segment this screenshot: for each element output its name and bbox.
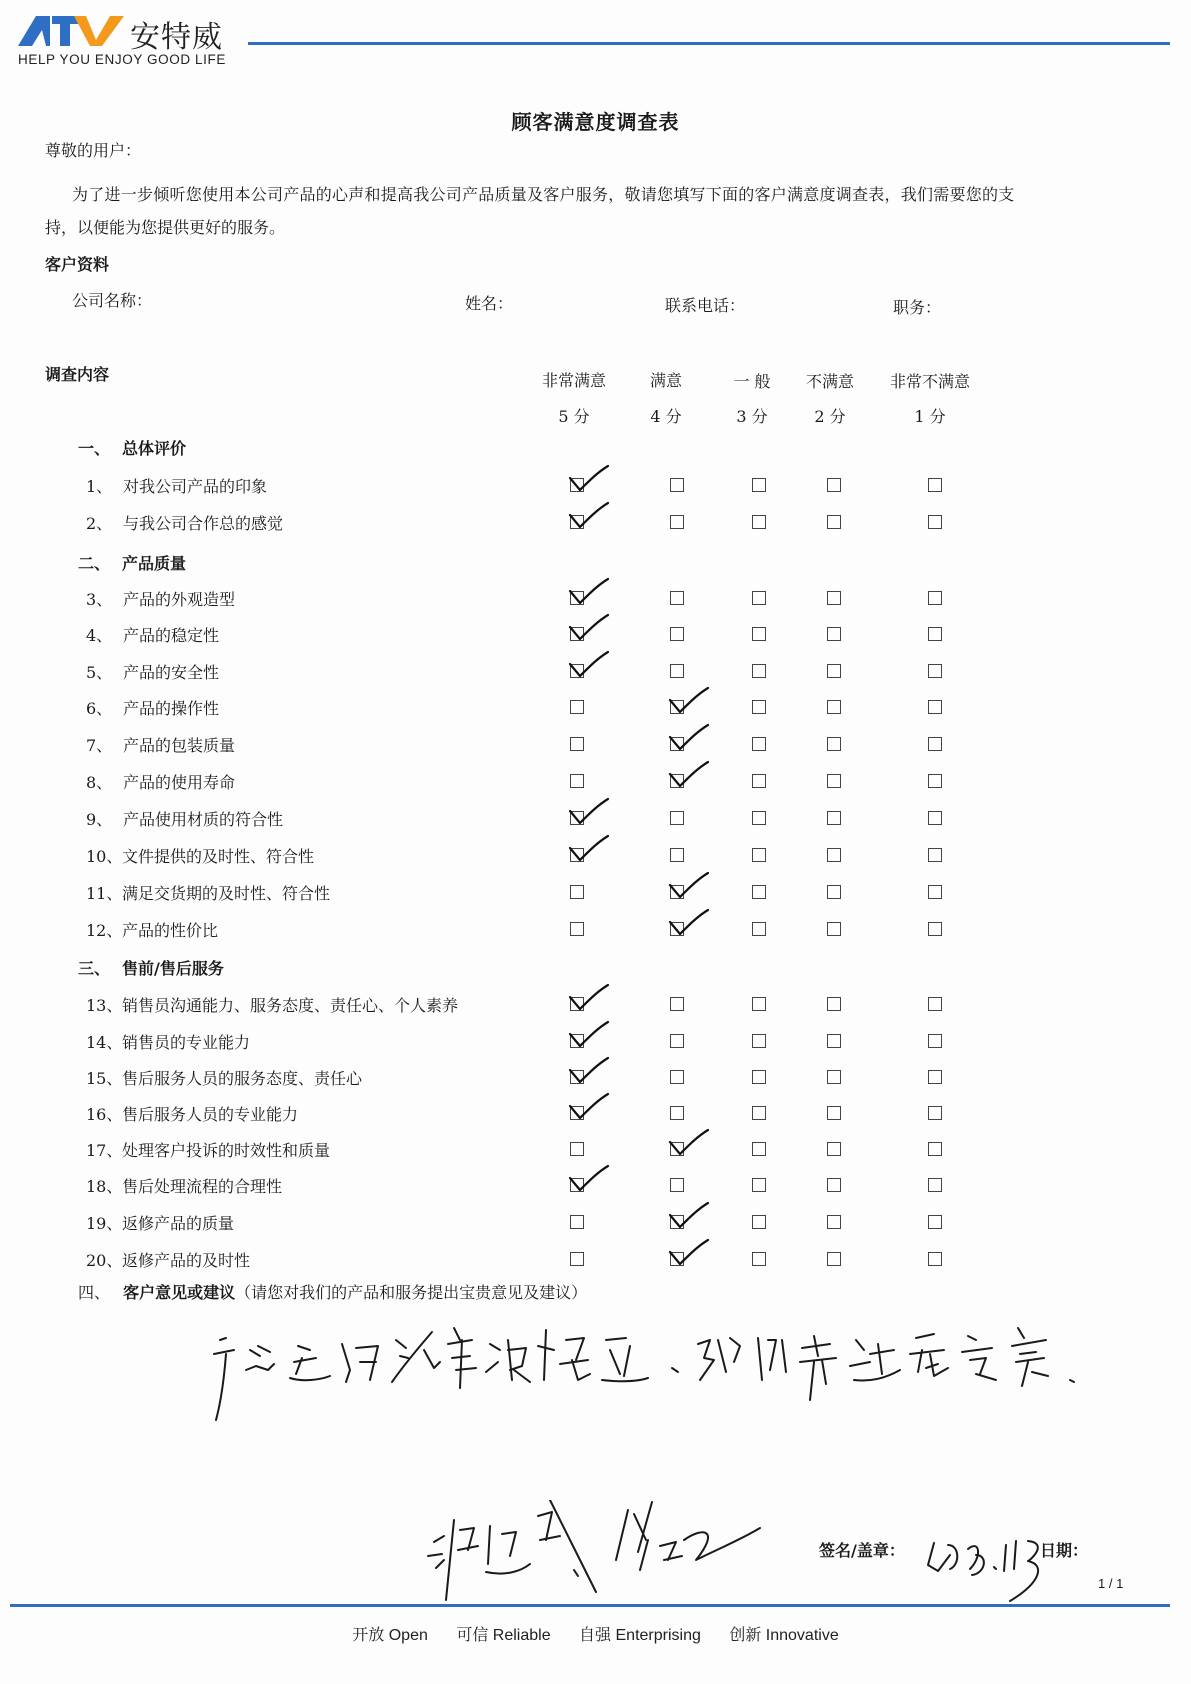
- item-number: 1、: [86, 477, 113, 496]
- rating-checkbox-5[interactable]: [570, 478, 584, 492]
- suggestions-heading: [78, 1280, 587, 1303]
- rating-checkbox-1[interactable]: [928, 700, 942, 714]
- handwritten-date: [920, 1525, 1060, 1605]
- rating-checkbox-2[interactable]: [827, 1215, 841, 1229]
- rating-checkbox-5[interactable]: [570, 848, 584, 862]
- signature-area[interactable]: [420, 1500, 800, 1610]
- company-values: [0, 1622, 1191, 1645]
- survey-heading: 调查内容: [45, 365, 110, 384]
- greeting: 尊敬的用户：: [45, 141, 142, 160]
- rating-checkbox-4[interactable]: [670, 922, 684, 936]
- rating-checkbox-4[interactable]: [670, 885, 684, 899]
- rating-checkbox-4[interactable]: [670, 627, 684, 641]
- section-title: 总体评价: [122, 439, 187, 458]
- item-question: 销售员的专业能力: [122, 1033, 251, 1052]
- item-question: 产品的性价比: [122, 921, 219, 940]
- rating-checkbox-2[interactable]: [827, 700, 841, 714]
- rating-checkbox-5[interactable]: [570, 1215, 584, 1229]
- item-number: 17、: [86, 1141, 123, 1160]
- rating-checkbox-3[interactable]: [752, 591, 766, 605]
- rating-checkbox-5[interactable]: [570, 627, 584, 641]
- rating-column-score: 4 分: [650, 407, 682, 426]
- item-question: 与我公司合作总的感觉: [123, 514, 284, 533]
- rating-checkbox-4[interactable]: [670, 1142, 684, 1156]
- position-label: 职务：: [893, 298, 942, 317]
- item-number: 16、: [86, 1105, 123, 1124]
- item-question: 产品的使用寿命: [123, 773, 236, 792]
- rating-checkbox-1[interactable]: [928, 1106, 942, 1120]
- rating-checkbox-2[interactable]: [827, 1252, 841, 1266]
- rating-checkbox-4[interactable]: [670, 774, 684, 788]
- item-number: 12、: [86, 921, 123, 940]
- rating-checkbox-2[interactable]: [827, 478, 841, 492]
- rating-checkbox-1[interactable]: [928, 1215, 942, 1229]
- date-label: 日期：: [1040, 1541, 1089, 1560]
- item-number: 11、: [86, 884, 123, 903]
- section-number: 二、: [78, 554, 111, 573]
- rating-checkbox-5[interactable]: [570, 811, 584, 825]
- rating-checkbox-1[interactable]: [928, 885, 942, 899]
- suggestions-hint: （请您对我们的产品和服务提出宝贵意见及建议）: [235, 1283, 588, 1302]
- name-field[interactable]: [465, 291, 513, 314]
- rating-checkbox-3[interactable]: [752, 700, 766, 714]
- rating-checkbox-2[interactable]: [827, 774, 841, 788]
- rating-checkbox-4[interactable]: [670, 1215, 684, 1229]
- value-open: 开放 Open: [352, 1627, 428, 1644]
- rating-checkbox-3[interactable]: [752, 627, 766, 641]
- rating-checkbox-1[interactable]: [928, 515, 942, 529]
- rating-column-score: 1 分: [914, 407, 946, 426]
- rating-checkbox-4[interactable]: [670, 997, 684, 1011]
- item-number: 9、: [86, 810, 113, 829]
- item-question: 产品的外观造型: [123, 590, 236, 609]
- rating-checkbox-5[interactable]: [570, 1178, 584, 1192]
- intro-text-line-1: 为了进一步倾听您使用本公司产品的心声和提高我公司产品质量及客户服务，敬请您填写下面的客户满意度调查表，我们需要您的支: [72, 185, 1015, 204]
- rating-checkbox-5[interactable]: [570, 774, 584, 788]
- rating-checkbox-1[interactable]: [928, 478, 942, 492]
- rating-checkbox-2[interactable]: [827, 664, 841, 678]
- customer-info-heading: 客户资料: [45, 255, 110, 274]
- suggestions-title: 客户意见或建议: [123, 1283, 236, 1302]
- rating-column-label: 非常不满意: [889, 372, 970, 391]
- item-question: 产品的稳定性: [123, 626, 220, 645]
- rating-checkbox-2[interactable]: [827, 922, 841, 936]
- rating-checkbox-2[interactable]: [827, 591, 841, 605]
- item-question: 对我公司产品的印象: [123, 477, 268, 496]
- rating-checkbox-4[interactable]: [670, 1106, 684, 1120]
- rating-checkbox-4[interactable]: [670, 515, 684, 529]
- rating-checkbox-3[interactable]: [752, 1142, 766, 1156]
- rating-column-label: 非常满意: [541, 371, 606, 390]
- rating-checkbox-1[interactable]: [928, 848, 942, 862]
- position-field[interactable]: [893, 295, 941, 318]
- rating-column-label: 不满意: [805, 372, 854, 391]
- rating-checkbox-4[interactable]: [670, 700, 684, 714]
- item-question: 返修产品的质量: [122, 1214, 235, 1233]
- item-number: 15、: [86, 1069, 123, 1088]
- rating-checkbox-3[interactable]: [752, 885, 766, 899]
- rating-checkbox-5[interactable]: [570, 1070, 584, 1084]
- rating-checkbox-5[interactable]: [570, 922, 584, 936]
- rating-column-label: 满意: [649, 371, 682, 390]
- item-number: 8、: [86, 773, 113, 792]
- item-question: 售后服务人员的服务态度、责任心: [122, 1069, 363, 1088]
- rating-checkbox-4[interactable]: [670, 848, 684, 862]
- item-number: 19、: [86, 1214, 123, 1233]
- rating-checkbox-4[interactable]: [670, 811, 684, 825]
- item-number: 20、: [86, 1251, 123, 1270]
- rating-checkbox-2[interactable]: [827, 627, 841, 641]
- rating-checkbox-5[interactable]: [570, 997, 584, 1011]
- section-heading: [78, 436, 186, 459]
- rating-checkbox-2[interactable]: [827, 1142, 841, 1156]
- page-number: 1 / 1: [1098, 1576, 1124, 1591]
- rating-checkbox-3[interactable]: [752, 774, 766, 788]
- rating-checkbox-3[interactable]: [752, 1252, 766, 1266]
- rating-checkbox-4[interactable]: [670, 1034, 684, 1048]
- rating-checkbox-3[interactable]: [752, 1178, 766, 1192]
- name-label: 姓名：: [465, 294, 514, 313]
- rating-checkbox-2[interactable]: [827, 848, 841, 862]
- item-question: 产品使用材质的符合性: [123, 810, 284, 829]
- value-innovative: 创新 Innovative: [729, 1627, 839, 1644]
- rating-checkbox-4[interactable]: [670, 1252, 684, 1266]
- rating-checkbox-3[interactable]: [752, 737, 766, 751]
- rating-column-score: 2 分: [814, 407, 846, 426]
- item-question: 销售员沟通能力、服务态度、责任心、个人素养: [122, 996, 459, 1015]
- item-question: 售后服务人员的专业能力: [122, 1105, 299, 1124]
- brand-tagline: HELP YOU ENJOY GOOD LIFE: [18, 52, 226, 67]
- rating-checkbox-5[interactable]: [570, 515, 584, 529]
- signature-label: 签名/盖章：: [819, 1541, 905, 1560]
- item-question: 返修产品的及时性: [122, 1251, 251, 1270]
- item-number: 7、: [86, 736, 113, 755]
- rating-checkbox-3[interactable]: [752, 664, 766, 678]
- rating-checkbox-5[interactable]: [570, 885, 584, 899]
- rating-checkbox-5[interactable]: [570, 664, 584, 678]
- rating-checkbox-2[interactable]: [827, 1178, 841, 1192]
- item-question: 处理客户投诉的时效性和质量: [122, 1141, 331, 1160]
- rating-checkbox-5[interactable]: [570, 1034, 584, 1048]
- date-field[interactable]: [920, 1525, 1060, 1605]
- rating-checkbox-3[interactable]: [752, 1215, 766, 1229]
- rating-checkbox-1[interactable]: [928, 922, 942, 936]
- rating-checkbox-1[interactable]: [928, 811, 942, 825]
- rating-checkbox-2[interactable]: [827, 811, 841, 825]
- section-title: 售前/售后服务: [122, 959, 224, 978]
- rating-checkbox-2[interactable]: [827, 1034, 841, 1048]
- item-question: 产品的安全性: [123, 663, 220, 682]
- rating-checkbox-1[interactable]: [928, 774, 942, 788]
- rating-checkbox-4[interactable]: [670, 664, 684, 678]
- rating-checkbox-2[interactable]: [827, 1106, 841, 1120]
- section-title: 产品质量: [122, 554, 187, 573]
- handwritten-signature: [420, 1500, 800, 1610]
- rating-checkbox-5[interactable]: [570, 700, 584, 714]
- rating-checkbox-4[interactable]: [670, 1070, 684, 1084]
- item-number: 18、: [86, 1177, 123, 1196]
- item-question: 文件提供的及时性、符合性: [122, 847, 315, 866]
- item-question: 售后处理流程的合理性: [122, 1177, 283, 1196]
- suggestions-input[interactable]: [210, 1310, 1140, 1430]
- rating-checkbox-1[interactable]: [928, 591, 942, 605]
- item-number: 5、: [86, 663, 113, 682]
- section-number: 三、: [78, 959, 111, 978]
- rating-checkbox-4[interactable]: [670, 1178, 684, 1192]
- handwritten-suggestion: [210, 1310, 1140, 1430]
- rating-column-label: 一 般: [733, 372, 771, 391]
- rating-column-score: 5 分: [558, 407, 590, 426]
- rating-checkbox-2[interactable]: [827, 997, 841, 1011]
- company-logo: [18, 14, 248, 70]
- rating-checkbox-4[interactable]: [670, 737, 684, 751]
- value-enterprising: 自强 Enterprising: [579, 1627, 701, 1644]
- item-number: 6、: [86, 699, 113, 718]
- rating-checkbox-3[interactable]: [752, 478, 766, 492]
- company-name-field[interactable]: [72, 288, 152, 311]
- rating-column-score: 3 分: [736, 407, 768, 426]
- rating-checkbox-1[interactable]: [928, 627, 942, 641]
- item-number: 10、: [86, 847, 123, 866]
- rating-checkbox-1[interactable]: [928, 1178, 942, 1192]
- rating-checkbox-1[interactable]: [928, 664, 942, 678]
- value-reliable: 可信 Reliable: [456, 1627, 551, 1644]
- atv-logo-mark-icon: [18, 14, 126, 48]
- rating-checkbox-5[interactable]: [570, 1106, 584, 1120]
- item-question: 产品的操作性: [123, 699, 220, 718]
- item-number: 13、: [86, 996, 123, 1015]
- rating-checkbox-4[interactable]: [670, 591, 684, 605]
- rating-checkbox-1[interactable]: [928, 737, 942, 751]
- section-number: 一、: [78, 439, 111, 458]
- rating-checkbox-1[interactable]: [928, 997, 942, 1011]
- rating-checkbox-3[interactable]: [752, 515, 766, 529]
- item-question: 产品的包装质量: [123, 736, 236, 755]
- rating-checkbox-5[interactable]: [570, 591, 584, 605]
- rating-checkbox-3[interactable]: [752, 1070, 766, 1084]
- suggestions-number: 四、: [78, 1283, 111, 1302]
- rating-checkbox-3[interactable]: [752, 811, 766, 825]
- rating-checkbox-3[interactable]: [752, 1034, 766, 1048]
- page-title: 顾客满意度调查表: [511, 110, 680, 134]
- rating-checkbox-1[interactable]: [928, 1142, 942, 1156]
- rating-checkbox-3[interactable]: [752, 848, 766, 862]
- item-number: 2、: [86, 514, 113, 533]
- rating-checkbox-2[interactable]: [827, 515, 841, 529]
- header-divider: [248, 42, 1170, 45]
- item-question: 满足交货期的及时性、符合性: [122, 884, 331, 903]
- rating-checkbox-2[interactable]: [827, 885, 841, 899]
- section-heading: [78, 551, 186, 574]
- rating-checkbox-4[interactable]: [670, 478, 684, 492]
- phone-label: 联系电话：: [665, 296, 746, 315]
- rating-checkbox-2[interactable]: [827, 737, 841, 751]
- rating-checkbox-3[interactable]: [752, 922, 766, 936]
- rating-checkbox-3[interactable]: [752, 997, 766, 1011]
- footer-divider: [10, 1604, 1170, 1607]
- item-number: 4、: [86, 626, 113, 645]
- brand-name-cn: 安特威: [130, 20, 223, 55]
- rating-checkbox-1[interactable]: [928, 1070, 942, 1084]
- intro-text-line-2: 持，以便能为您提供更好的服务。: [45, 218, 286, 237]
- rating-checkbox-5[interactable]: [570, 737, 584, 751]
- rating-checkbox-1[interactable]: [928, 1252, 942, 1266]
- rating-checkbox-1[interactable]: [928, 1034, 942, 1048]
- section-heading: [78, 956, 224, 979]
- rating-checkbox-2[interactable]: [827, 1070, 841, 1084]
- item-number: 3、: [86, 590, 113, 609]
- item-number: 14、: [86, 1033, 123, 1052]
- rating-checkbox-5[interactable]: [570, 1142, 584, 1156]
- rating-checkbox-5[interactable]: [570, 1252, 584, 1266]
- rating-checkbox-3[interactable]: [752, 1106, 766, 1120]
- company-name-label: 公司名称：: [72, 291, 153, 310]
- phone-field[interactable]: [665, 293, 745, 316]
